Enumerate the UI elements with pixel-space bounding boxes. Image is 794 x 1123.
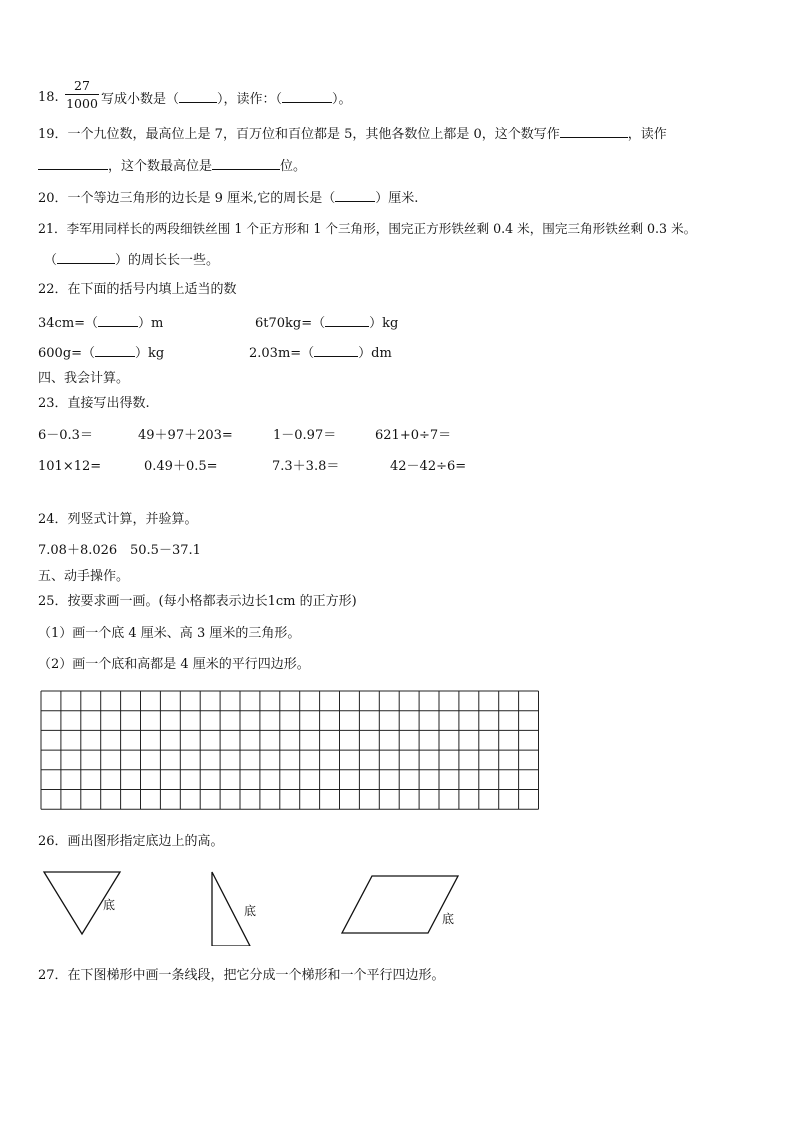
q18-text (101, 90, 352, 108)
q22-title: 22．在下面的括号内填上适当的数 (38, 282, 237, 297)
q18-text-c: ）。 (332, 92, 352, 107)
section-4-heading: 四、我会计算。 (38, 371, 130, 386)
q19-text-d: 位。 (280, 159, 307, 174)
q25-title: 25．按要求画一画。(每小格都表示边长1cm 的正方形) (38, 594, 357, 609)
q25-sub1: （1）画一个底 4 厘米、高 3 厘米的三角形。 (38, 626, 301, 641)
q22-item-4 (249, 344, 392, 362)
q19-line1 (38, 125, 667, 143)
q25-sub2: （2）画一个底和高都是 4 厘米的平行四边形。 (38, 657, 310, 672)
q22-item-3-a: 600g=（ (38, 346, 96, 361)
q22-item-2 (255, 314, 398, 332)
q26-figures (30, 862, 470, 946)
q22-item-1-blank[interactable] (98, 314, 138, 327)
q23-r1c4: 621+0÷7＝ (375, 428, 452, 443)
q22-item-4-blank[interactable] (314, 344, 358, 357)
parallelogram-base-label: 底 (442, 912, 455, 926)
q24-title: 24．列竖式计算，并验算。 (38, 512, 198, 527)
q22-item-4-a: 2.03m=（ (249, 346, 315, 361)
q19-blank-write[interactable] (560, 125, 628, 138)
q23-title: 23．直接写出得数. (38, 396, 150, 411)
q21-blank[interactable] (57, 251, 115, 264)
q21-text-b: ）的周长长一些。 (115, 253, 220, 268)
parallelogram-shape[interactable] (342, 876, 458, 933)
q21-text-a: （ (44, 253, 58, 268)
q18-text-b: ），读作：（ (217, 92, 283, 107)
q23-r1c1: 6－0.3＝ (38, 428, 93, 443)
q20-text-b: ）厘米. (375, 191, 419, 206)
q22-item-1-b: ）m (138, 316, 164, 331)
drawing-grid[interactable] (40, 690, 540, 812)
q23-r2c4: 42－42÷6= (390, 459, 467, 474)
q19-text-b: ，读作 (627, 127, 667, 142)
q20-line (38, 189, 418, 207)
q19-text-c: ，这个数最高位是 (108, 159, 213, 174)
q18-number: 18. (38, 90, 59, 105)
q18-blank-decimal[interactable] (179, 90, 217, 103)
q24-expr-1: 7.08＋8.026 (38, 543, 118, 558)
q18-fraction (65, 78, 99, 111)
q20-blank[interactable] (335, 189, 375, 202)
q24-expr-2: 50.5－37.1 (130, 543, 201, 558)
q19-line2 (38, 157, 306, 175)
q18-text-a: 写成小数是（ (101, 92, 180, 107)
q23-r2c2: 0.49＋0.5= (144, 459, 218, 474)
q18-fraction-numerator: 27 (74, 78, 90, 93)
q22-item-4-b: ）dm (358, 346, 392, 361)
q21-line2 (44, 251, 219, 269)
q22-item-1 (38, 314, 163, 332)
q23-r1c3: 1－0.97＝ (273, 428, 337, 443)
q22-item-2-blank[interactable] (325, 314, 369, 327)
q22-item-3 (38, 344, 164, 362)
q21-line1: 21．李军用同样长的两段细铁丝围 1 个正方形和 1 个三角形，围完正方形铁丝剩 0.4 米，围完三角形铁丝剩 0.3 米。 (38, 221, 697, 236)
q18-fraction-bar (65, 94, 99, 95)
q27-title: 27．在下图梯形中画一条线段，把它分成一个梯形和一个平行四边形。 (38, 968, 445, 983)
q18-fraction-denominator: 1000 (66, 96, 98, 111)
q23-r1c2: 49＋97＋203= (138, 428, 233, 443)
q20-text-a: 20．一个等边三角形的边长是 9 厘米,它的周长是（ (38, 191, 336, 206)
q19-blank-highest[interactable] (212, 157, 280, 170)
q22-item-2-b: ）kg (369, 316, 399, 331)
q26-title: 26．画出图形指定底边上的高。 (38, 834, 224, 849)
q23-r2c3: 7.3＋3.8＝ (272, 459, 340, 474)
q22-item-3-blank[interactable] (95, 344, 135, 357)
q18-blank-reading[interactable] (282, 90, 332, 103)
right-triangle-base-label: 底 (244, 904, 257, 918)
triangle-base-label: 底 (103, 898, 116, 912)
q23-r2c1: 101×12= (38, 459, 102, 474)
section-5-heading: 五、动手操作。 (38, 569, 130, 584)
q22-item-3-b: ）kg (135, 346, 165, 361)
q19-blank-read[interactable] (38, 157, 108, 170)
q22-item-1-a: 34cm=（ (38, 316, 99, 331)
q19-text-a: 19．一个九位数，最高位上是 7，百万位和百位都是 5，其他各数位上都是 0，这个数写作 (38, 127, 560, 142)
q22-item-2-a: 6t70kg=（ (255, 316, 326, 331)
